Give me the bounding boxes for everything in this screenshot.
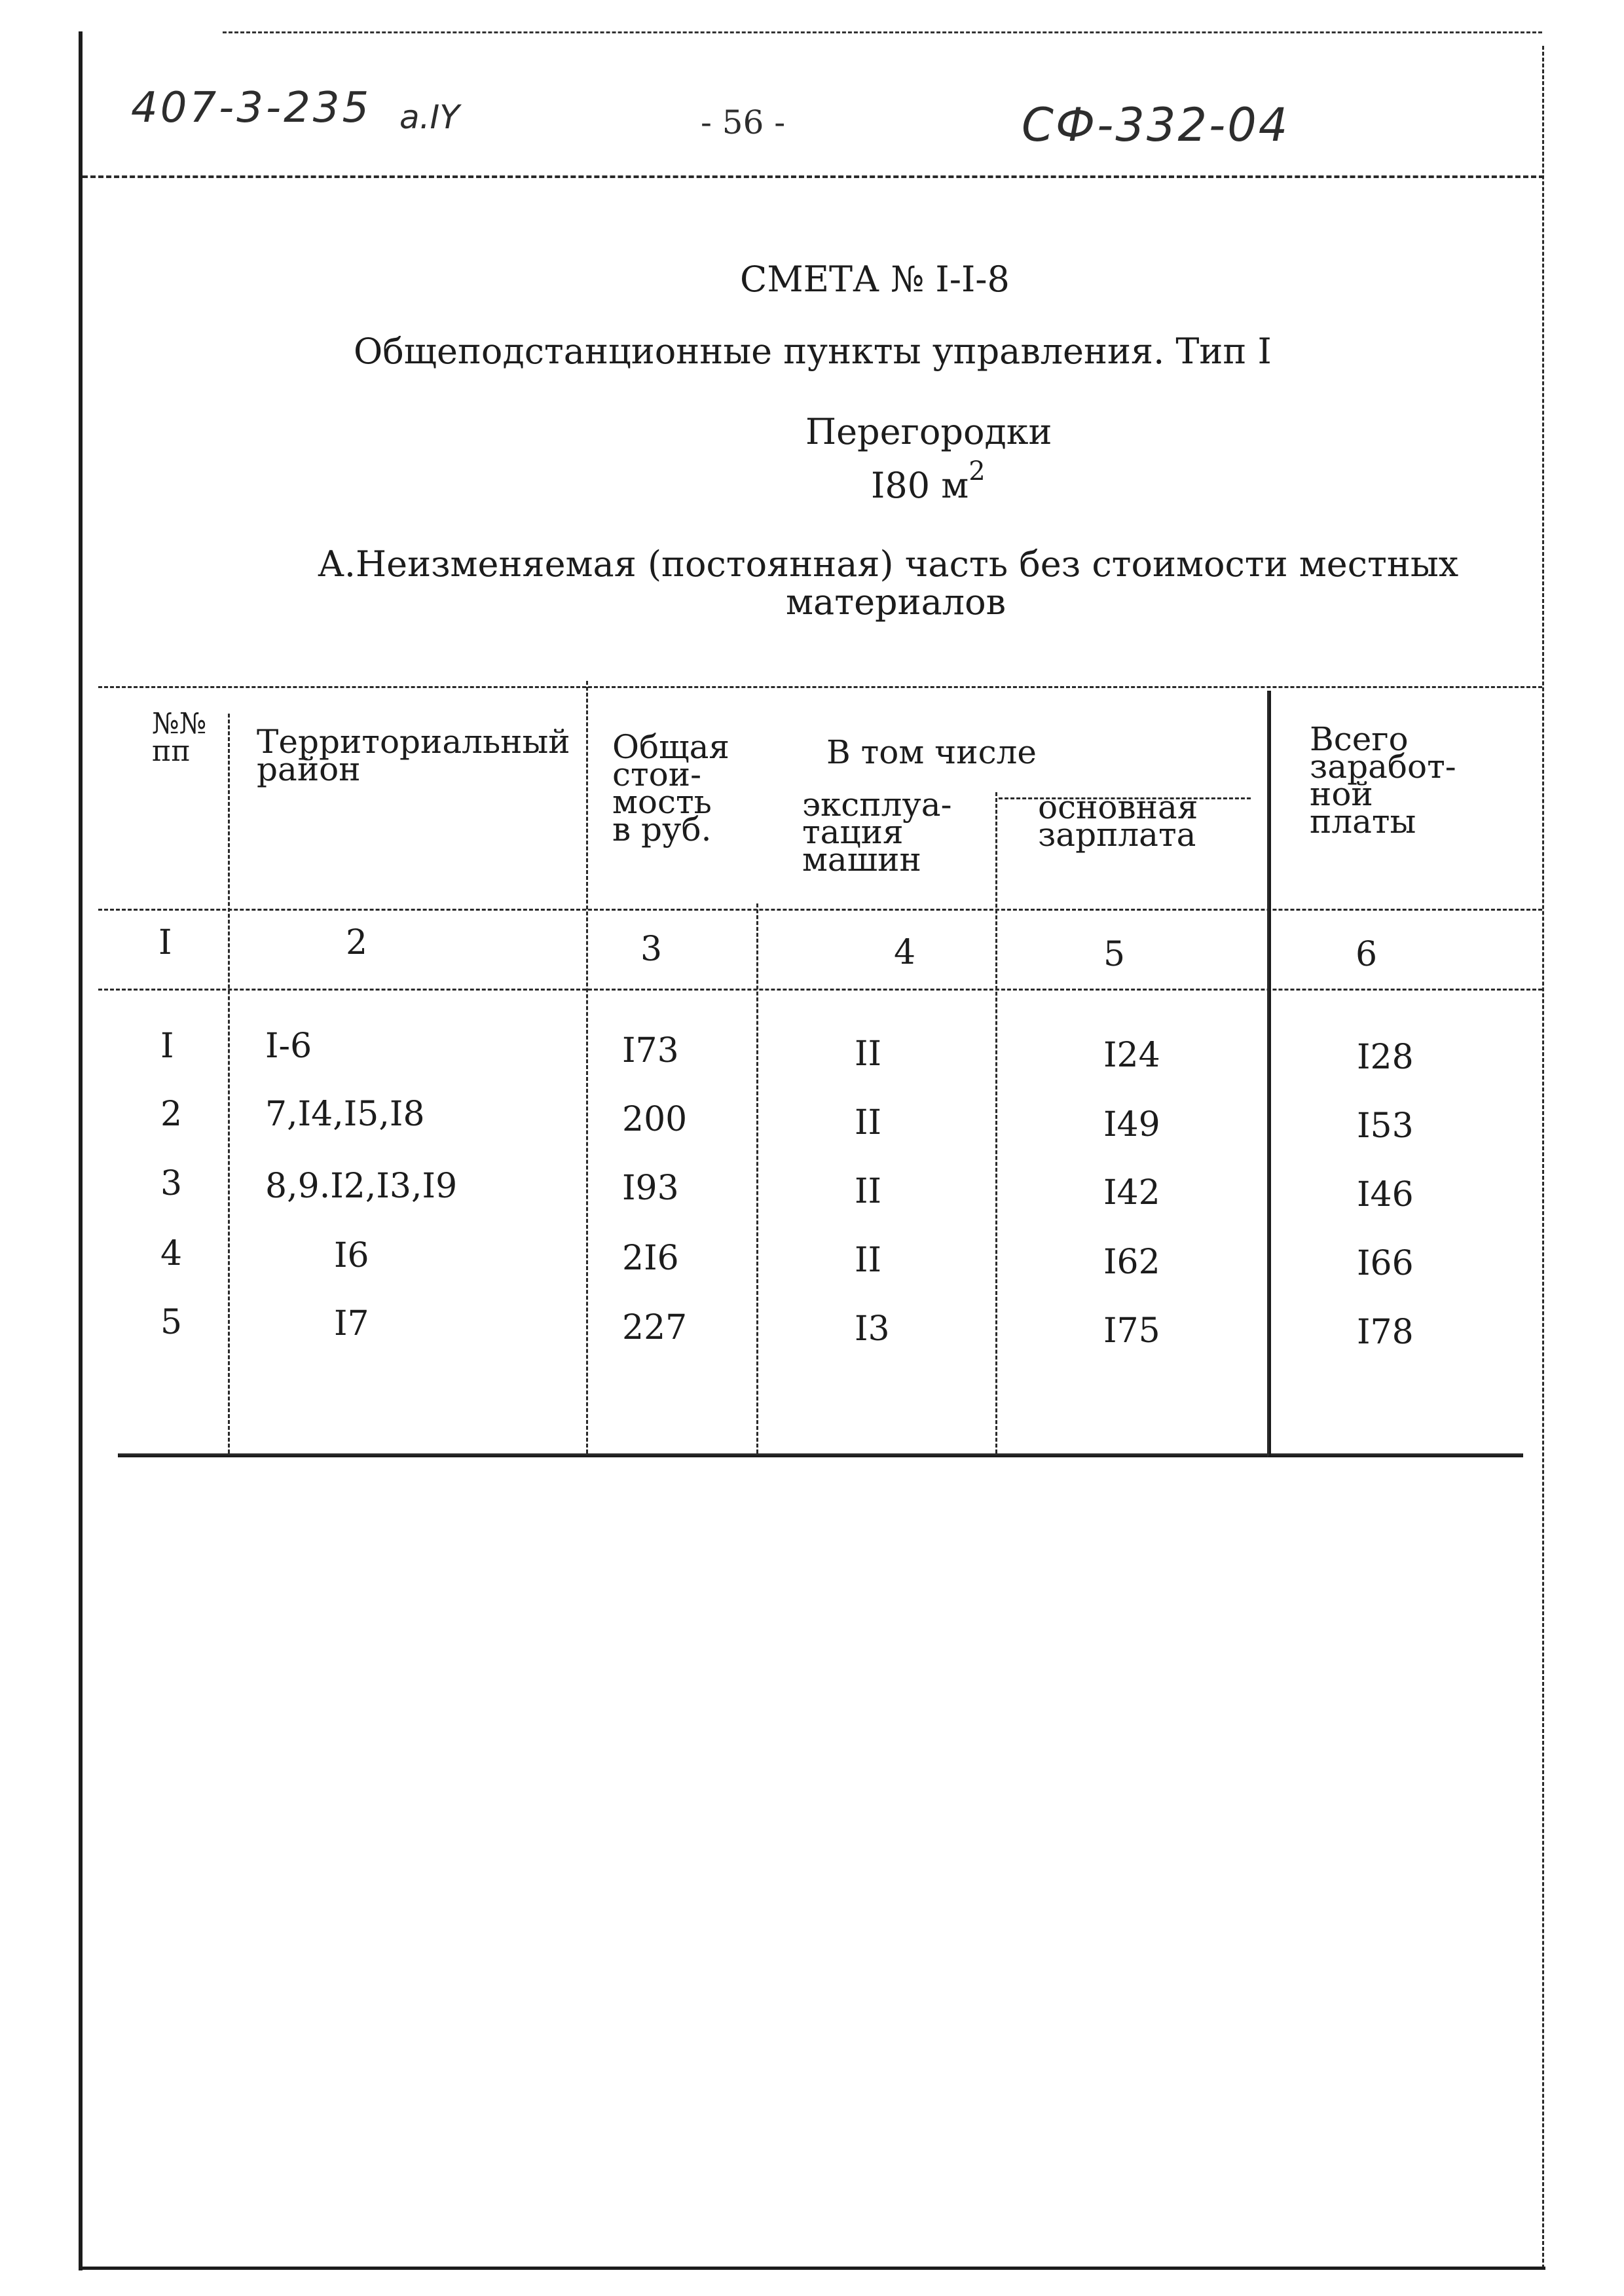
row-machines: II: [855, 1172, 882, 1211]
quantity-power: 2: [969, 456, 986, 486]
item-name: Перегородки: [805, 411, 1052, 452]
estimate-title: СМЕТА № I-I-8: [740, 259, 1010, 300]
col-divider-2: [586, 681, 588, 1453]
row-machines: I3: [855, 1309, 890, 1349]
col-divider-3: [756, 903, 758, 1453]
row-number: 2: [160, 1095, 183, 1134]
row-total-cost: I93: [622, 1169, 679, 1208]
header-total-wages: Всего заработ- ной платы: [1310, 720, 1456, 841]
row-total-wages: I46: [1357, 1175, 1414, 1214]
section-title-line2: материалов: [786, 581, 1006, 623]
row-base-salary: I62: [1103, 1243, 1160, 1282]
row-number: I: [160, 1027, 174, 1066]
col-divider-1: [228, 714, 230, 1453]
row-machines: II: [855, 1034, 882, 1074]
header-region: Территориальный район: [257, 723, 570, 788]
row-base-salary: I75: [1103, 1311, 1160, 1351]
row-total-cost: 200: [622, 1100, 688, 1139]
row-region: I-6: [265, 1027, 312, 1066]
item-quantity: [871, 456, 986, 506]
quantity-value: I80 м: [871, 465, 969, 506]
row-total-wages: I53: [1357, 1106, 1414, 1146]
row-number: 3: [160, 1164, 183, 1203]
row-region: I6: [334, 1236, 369, 1275]
column-number-4: 4: [894, 933, 916, 972]
row-machines: II: [855, 1103, 882, 1142]
header-group-including: В том числе: [826, 733, 1037, 771]
row-total-wages: I28: [1357, 1038, 1414, 1077]
row-machines: II: [855, 1241, 882, 1280]
row-total-wages: I66: [1357, 1244, 1414, 1283]
estimate-subtitle: Общеподстанционные пункты управления. Тип I: [354, 331, 1272, 372]
row-total-cost: 2I6: [622, 1239, 679, 1278]
column-number-2: 2: [346, 923, 368, 962]
row-base-salary: I24: [1103, 1036, 1160, 1075]
frame-top-line: [223, 31, 1542, 33]
header-number: №№ пп: [152, 707, 207, 768]
row-number: 5: [160, 1303, 183, 1342]
table-bottom-rule: [118, 1453, 1523, 1457]
section-title-line1: А.Неизменяемая (постоянная) часть без стоимости местных: [318, 543, 1459, 585]
header-total-cost: Общая стои- мость в руб.: [612, 728, 729, 848]
header-divider: [83, 175, 1544, 178]
frame-left-border: [79, 31, 83, 2270]
frame-bottom-border: [79, 2267, 1545, 2270]
frame-right-border: [1542, 46, 1546, 2269]
numbers-bottom-rule: [98, 989, 1542, 991]
row-region: 7,I4,I5,I8: [265, 1095, 425, 1134]
doc-code-left: 407-3-235: [131, 84, 372, 132]
col-divider-4: [995, 792, 997, 1453]
doc-code-right: СФ-332-04: [1022, 98, 1290, 152]
row-number: 4: [160, 1234, 183, 1273]
doc-part: a.IY: [399, 98, 460, 136]
row-base-salary: I42: [1103, 1173, 1160, 1212]
column-number-1: I: [158, 923, 172, 962]
header-base-salary: основная зарплата: [1038, 788, 1198, 854]
page-number: - 56 -: [701, 103, 786, 141]
column-number-6: 6: [1356, 935, 1378, 974]
column-number-3: 3: [640, 930, 663, 969]
col-divider-5: [1267, 691, 1271, 1457]
header-machines: эксплуа- тация машин: [802, 786, 952, 879]
row-total-cost: I73: [622, 1031, 679, 1070]
table-top-rule: [98, 686, 1542, 688]
header-bottom-rule: [98, 909, 1542, 911]
row-region: I7: [334, 1304, 369, 1343]
column-number-5: 5: [1103, 935, 1126, 974]
row-total-cost: 227: [622, 1308, 688, 1347]
row-region: 8,9.I2,I3,I9: [265, 1167, 458, 1206]
row-base-salary: I49: [1103, 1105, 1160, 1144]
row-total-wages: I78: [1357, 1313, 1414, 1352]
